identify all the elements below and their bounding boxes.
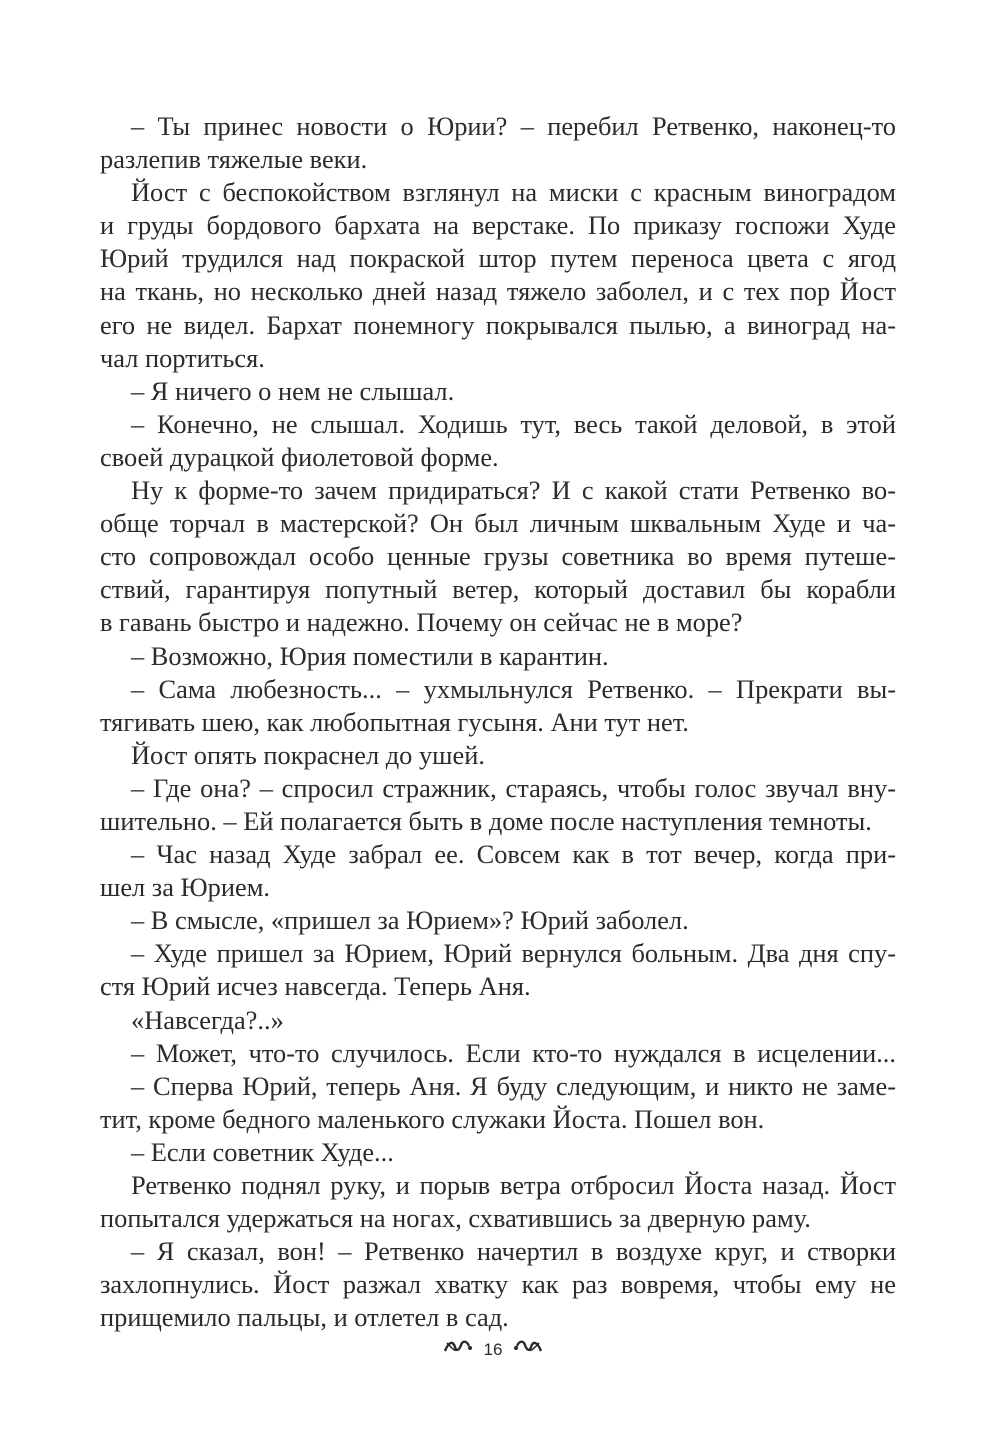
text-line: попытался удержаться на ногах, схватившись за дверную раму. <box>100 1203 811 1234</box>
text-line: Ретвенко поднял руку, и порыв ветра отбросил Йоста назад. Йост <box>131 1170 896 1200</box>
text-line: «Навсегда?..» <box>131 1004 284 1035</box>
text-line: шел за Юрием. <box>100 872 270 903</box>
text-line: его не видел. Бархат понемногу покрывался пылью, а виноград на- <box>100 309 896 340</box>
text-line: ствий, гарантируя попутный ветер, который доставил бы корабли <box>100 574 896 605</box>
text-line: сто сопровождал особо ценные грузы советника во время путеше- <box>100 541 896 572</box>
text-line: – Сама любезность... – ухмыльнулся Ретвенко. – Прекрати вы- <box>131 673 896 704</box>
text-line: – Если советник Худе... <box>131 1136 394 1167</box>
text-line: на ткань, но несколько дней назад тяжело заболел, и с тех пор Йост <box>100 276 896 307</box>
page-footer <box>0 1339 986 1360</box>
text-line: разлепив тяжелые веки. <box>100 144 368 175</box>
text-line: – Час назад Худе забрал ее. Совсем как в тот вечер, когда при- <box>131 839 896 870</box>
text-line: прищемило пальцы, и отлетел в сад. <box>100 1302 509 1333</box>
text-line: Йост опять покраснел до ушей. <box>131 739 485 770</box>
text-line: и груды бордового бархата на верстаке. По приказу госпожи Худе <box>100 210 896 241</box>
text-line: стя Юрий исчез навсегда. Теперь Аня. <box>100 971 531 1002</box>
text-line: – Конечно, не слышал. Ходишь тут, весь такой деловой, в этой <box>131 408 896 439</box>
book-page-text <box>100 110 896 1334</box>
text-line: – В смысле, «пришел за Юрием»? Юрий заболел. <box>131 905 689 936</box>
page-number: 16 <box>483 1339 503 1359</box>
text-line: своей дурацкой фиолетовой форме. <box>100 441 499 472</box>
text-line: Ну к форме-то зачем придираться? И с какой стати Ретвенко во- <box>131 475 896 506</box>
text-line: – Ты принес новости о Юрии? – перебил Ретвенко, наконец-то <box>131 111 896 141</box>
text-line: Йост с беспокойством взглянул на миски с красным виноградом <box>131 177 896 208</box>
text-line: – Я сказал, вон! – Ретвенко начертил в воздухе круг, и створки <box>131 1236 896 1267</box>
text-line: – Где она? – спросил стражник, стараясь, чтобы голос звучал вну- <box>131 772 896 803</box>
text-line: – Я ничего о нем не слышал. <box>131 375 455 406</box>
text-line: – Может, что-то случилось. Если кто-то нуждался в исцелении... <box>131 1037 896 1068</box>
text-line: захлопнулись. Йост разжал хватку как раз вовремя, чтобы ему не <box>100 1269 896 1300</box>
text-line: обще торчал в мастерской? Он был личным шквальным Худе и ча- <box>100 508 896 539</box>
text-line: шительно. – Ей полагается быть в доме после наступления темноты. <box>100 805 872 836</box>
text-line: – Сперва Юрий, теперь Аня. Я буду следующим, и никто не заме- <box>131 1070 896 1101</box>
text-line: – Возможно, Юрия поместили в карантин. <box>131 640 609 671</box>
text-line: в гавань быстро и надежно. Почему он сейчас не в море? <box>100 607 743 638</box>
text-line: тит, кроме бедного маленького служаки Йоста. Пошел вон. <box>100 1103 765 1134</box>
left-flourish-icon <box>443 1339 473 1360</box>
text-line: чал портиться. <box>100 342 265 373</box>
text-line: – Худе пришел за Юрием, Юрий вернулся больным. Два дня спу- <box>131 938 896 969</box>
text-line: Юрий трудился над покраской штор путем переноса цвета с ягод <box>100 243 896 274</box>
text-line: тягивать шею, как любопытная гусыня. Ани тут нет. <box>100 706 689 737</box>
right-flourish-icon <box>513 1339 543 1360</box>
